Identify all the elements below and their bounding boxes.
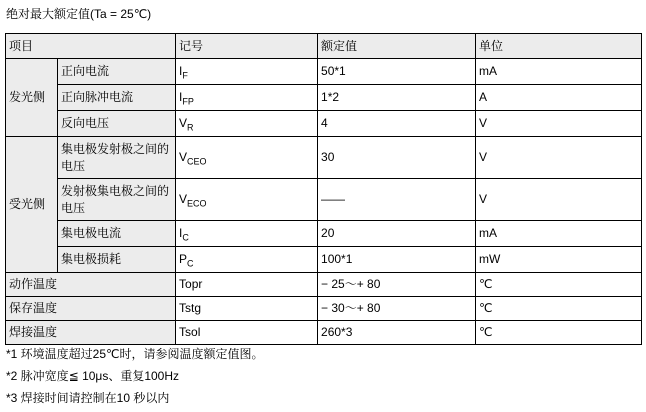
- row-symbol: [176, 137, 318, 179]
- row-value: 260*3: [318, 321, 476, 345]
- symbol-base: Topr: [179, 277, 203, 291]
- row-unit: mW: [476, 247, 642, 273]
- symbol-base: P: [179, 252, 188, 266]
- symbol-base: V: [179, 116, 188, 130]
- symbol-base: I: [179, 90, 183, 104]
- symbol-subscript: CEO: [187, 156, 207, 167]
- symbol-base: Tsol: [179, 325, 201, 339]
- row-value: 1*2: [318, 85, 476, 111]
- row-unit: mA: [476, 59, 642, 85]
- table-row-collector-emitter-voltage: [6, 137, 642, 179]
- row-label: 反向电压: [58, 111, 176, 137]
- row-symbol: [176, 59, 318, 85]
- row-value: 4: [318, 111, 476, 137]
- symbol-subscript: R: [187, 122, 194, 133]
- symbol-subscript: C: [187, 258, 194, 269]
- table-row-forward-pulse-current: [6, 85, 642, 111]
- row-symbol: [176, 297, 318, 321]
- table-row-reverse-voltage: [6, 111, 642, 137]
- header-unit: 单位: [476, 34, 642, 59]
- footnote-3: *3 焊接时间请控制在10 秒以内: [6, 391, 170, 405]
- symbol-subscript: ECO: [187, 198, 207, 209]
- ratings-table-container: [5, 33, 642, 345]
- row-unit: ℃: [476, 273, 642, 297]
- row-unit: A: [476, 85, 642, 111]
- row-label: 焊接温度: [6, 321, 176, 345]
- symbol-base: Tstg: [179, 301, 202, 315]
- row-value: 100*1: [318, 247, 476, 273]
- row-unit: mA: [476, 221, 642, 247]
- symbol-subscript: F: [182, 70, 188, 81]
- row-symbol: [176, 111, 318, 137]
- row-symbol: [176, 221, 318, 247]
- footnotes: [6, 346, 264, 412]
- row-symbol: [176, 247, 318, 273]
- row-unit: V: [476, 179, 642, 221]
- group-cell-emitter: 发光侧: [6, 59, 58, 137]
- row-unit: ℃: [476, 297, 642, 321]
- header-rating: 额定值: [318, 34, 476, 59]
- row-value: 30: [318, 137, 476, 179]
- table-row-soldering-temperature: [6, 321, 642, 345]
- table-row-storage-temperature: [6, 297, 642, 321]
- row-value: − 25～+ 80: [318, 273, 476, 297]
- row-symbol: [176, 85, 318, 111]
- row-unit: V: [476, 111, 642, 137]
- row-label: 集电极损耗: [58, 247, 176, 273]
- table-row-collector-current: [6, 221, 642, 247]
- ratings-table: [5, 33, 642, 345]
- symbol-subscript: FP: [182, 96, 194, 107]
- row-value: 20: [318, 221, 476, 247]
- symbol-subscript: C: [182, 232, 189, 243]
- header-row: [6, 34, 642, 59]
- row-label: 集电极电流: [58, 221, 176, 247]
- row-value: ——: [318, 179, 476, 221]
- row-label: 发射极集电极之间的电压: [58, 179, 176, 221]
- table-row-forward-current: [6, 59, 642, 85]
- row-unit: ℃: [476, 321, 642, 345]
- row-label: 正向脉冲电流: [58, 85, 176, 111]
- row-label: 动作温度: [6, 273, 176, 297]
- symbol-base: I: [179, 64, 183, 78]
- symbol-base: V: [179, 192, 188, 206]
- table-row-operating-temperature: [6, 273, 642, 297]
- row-label: 集电极发射极之间的电压: [58, 137, 176, 179]
- row-value: − 30～+ 80: [318, 297, 476, 321]
- row-unit: V: [476, 137, 642, 179]
- row-label: 保存温度: [6, 297, 176, 321]
- footnote-2: *2 脉冲宽度≦ 10μs、重复100Hz: [6, 369, 180, 383]
- row-symbol: [176, 273, 318, 297]
- row-symbol: [176, 321, 318, 345]
- table-row-emitter-collector-voltage: [6, 179, 642, 221]
- group-cell-detector: 受光侧: [6, 137, 58, 273]
- header-item: 项目: [6, 34, 176, 59]
- page-title: 绝对最大额定值(Ta = 25℃): [6, 7, 152, 21]
- row-symbol: [176, 179, 318, 221]
- row-value: 50*1: [318, 59, 476, 85]
- table-row-collector-dissipation: [6, 247, 642, 273]
- symbol-base: V: [179, 150, 188, 164]
- footnote-1: *1 环境温度超过25℃时，请参阅温度额定值图。: [6, 347, 264, 361]
- row-label: 正向电流: [58, 59, 176, 85]
- symbol-base: I: [179, 226, 183, 240]
- header-symbol: 记号: [176, 34, 318, 59]
